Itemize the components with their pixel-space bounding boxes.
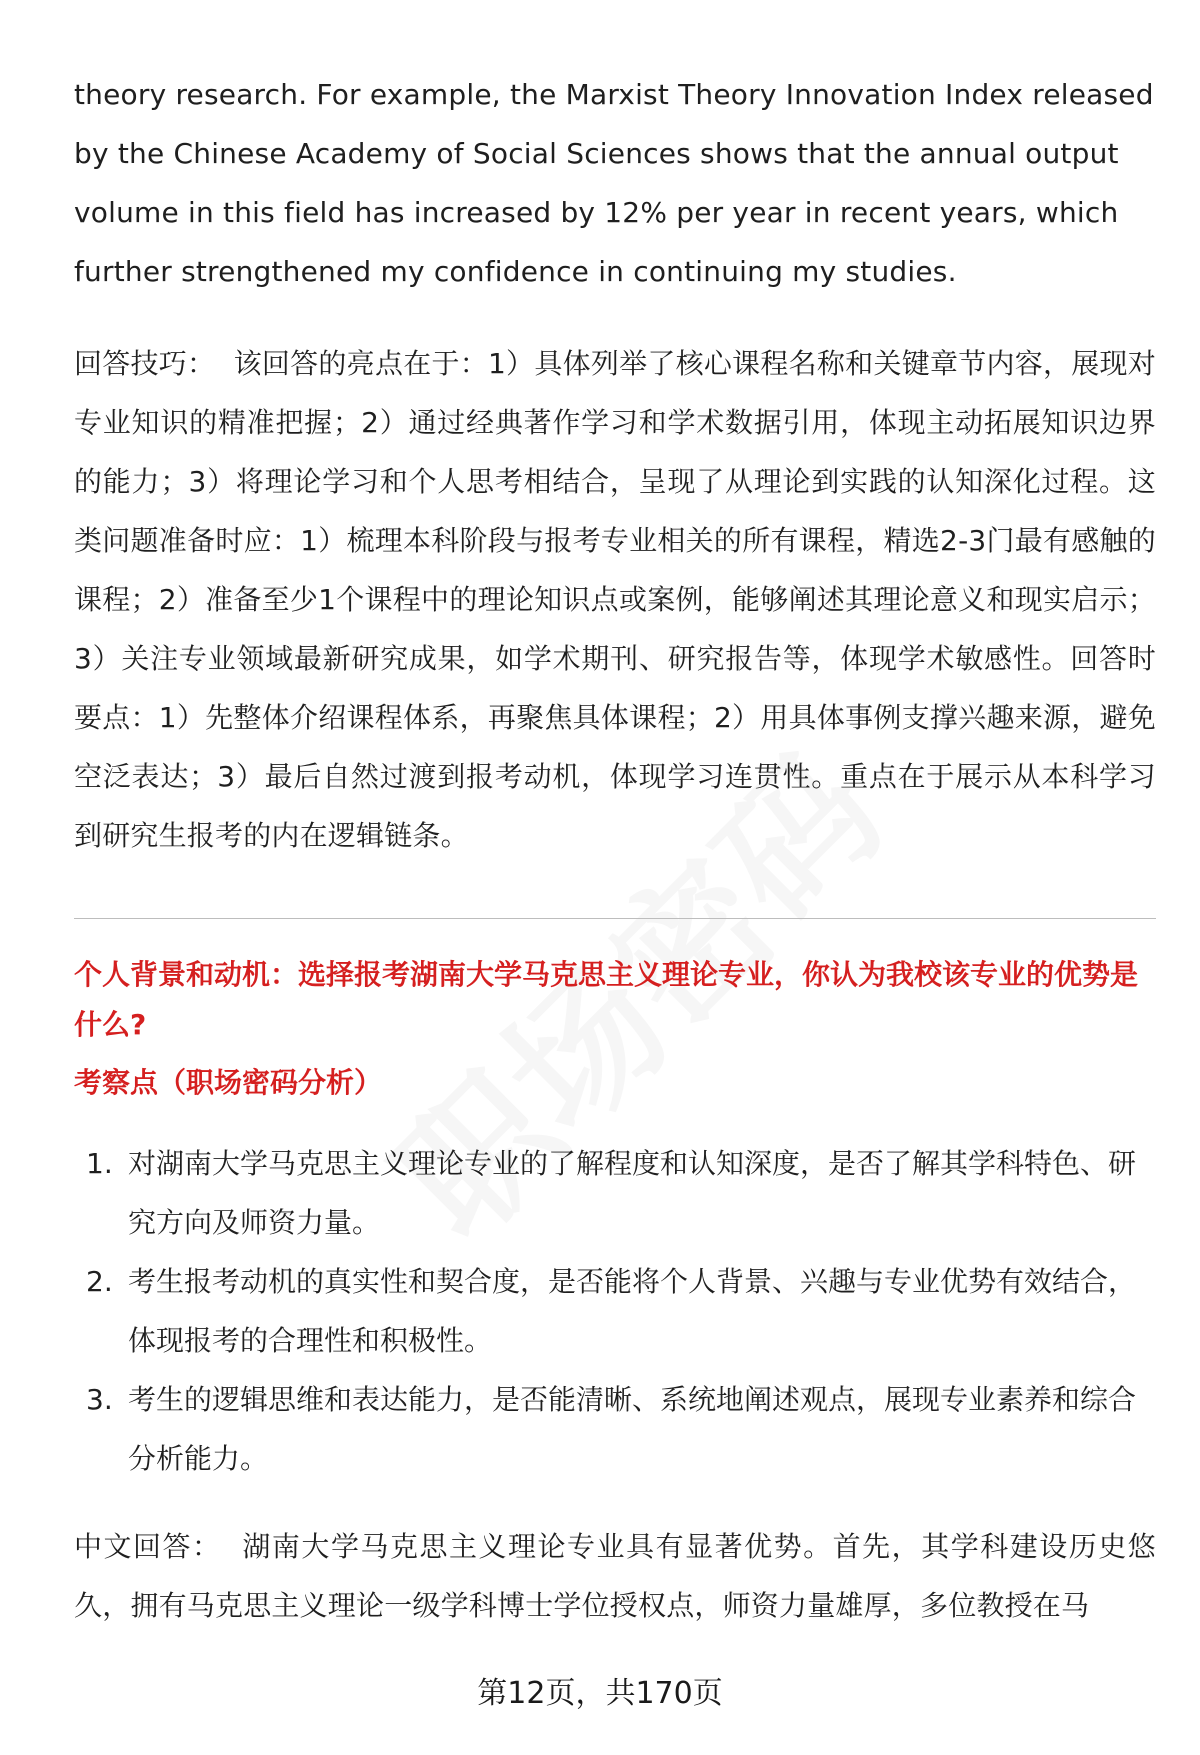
section-divider xyxy=(74,918,1156,919)
question-heading: 个人背景和动机：选择报考湖南大学马克思主义理论专业，你认为我校该专业的优势是什么? xyxy=(74,958,1139,1041)
list-item-text: 考生的逻辑思维和表达能力，是否能清晰、系统地阐述观点，展现专业素养和综合分析能力。 xyxy=(128,1383,1137,1475)
list-item xyxy=(74,1252,1156,1370)
chinese-answer-text: 湖南大学马克思主义理论专业具有显著优势。首先，其学科建设历史悠久，拥有马克思主义理论一级学科博士学位授权点，师资力量雄厚，多位教授在马 xyxy=(74,1530,1156,1622)
page-number-footer: 第12页，共170页 xyxy=(477,1676,723,1711)
answer-tip-paragraph xyxy=(74,334,1156,865)
list-item xyxy=(74,1370,1156,1488)
chinese-answer-paragraph xyxy=(74,1517,1156,1635)
list-item-text: 对湖南大学马克思主义理论专业的了解程度和认知深度，是否了解其学科特色、研究方向及师资力量。 xyxy=(128,1147,1137,1239)
list-item-number: 3. xyxy=(86,1383,113,1416)
assessment-points-list xyxy=(74,1134,1156,1488)
chinese-answer-label: 中文回答： xyxy=(74,1530,222,1563)
answer-tip-label: 回答技巧： xyxy=(74,347,216,380)
answer-tip-text: 该回答的亮点在于：1）具体列举了核心课程名称和关键章节内容，展现对专业知识的精准把握；2）通过经典著作学习和学术数据引用，体现主动拓展知识边界的能力；3）将理论学习和个人思考相结合，呈现了从理论到实践的认知深化过程。这类问题准备时应：1）梳理本科阶段与报考专业相关的所有课程，精选2-3门最有感触的课程；2）准备至少1个课程中的理论知识点或案例，能够阐述其理论意义和现实启示；3）关注专业领域最新研究成果，如学术期刊、研究报告等，体现学术敏感性。回答时要点：1）先整体介绍课程体系，再聚焦具体课程；2）用具体事例支撑兴趣来源，避免空泛表达；3）最后自然过渡到报考动机，体现学习连贯性。重点在于展示从本科学习到研究生报考的内在逻辑链条。 xyxy=(74,347,1156,852)
list-item xyxy=(74,1134,1156,1252)
assessment-points-title: 考察点（职场密码分析） xyxy=(74,1066,383,1099)
document-page xyxy=(74,0,1156,1755)
list-item-text: 考生报考动机的真实性和契合度，是否能将个人背景、兴趣与专业优势有效结合，体现报考的合理性和积极性。 xyxy=(128,1265,1137,1357)
intro-english-paragraph: theory research. For example, the Marxist Theory Innovation Index released by the Chinese Academy of Social Sciences shows that the annual output volume in this field has increased by 12% per year in recent years, which further strengthened my confidence in continuing my studies. xyxy=(74,78,1154,288)
list-item-number: 2. xyxy=(86,1265,113,1298)
list-item-number: 1. xyxy=(86,1147,113,1180)
